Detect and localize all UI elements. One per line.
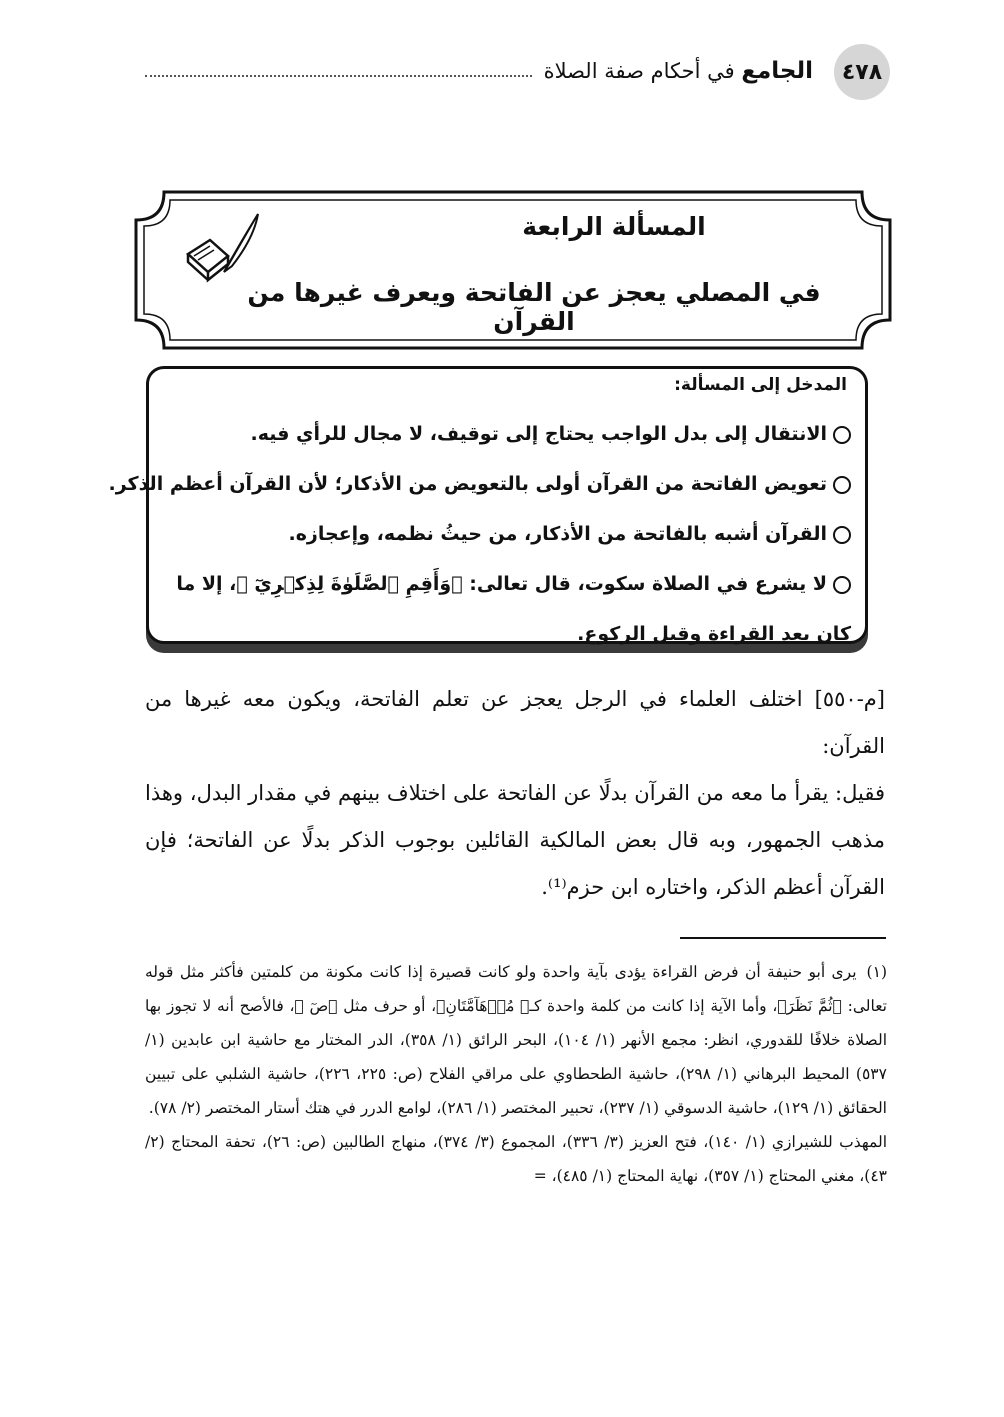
intro-point-text: القرآن أشبه بالفاتحة من الأذكار، من حيثُ نظمه، وإعجازه. — [288, 523, 827, 545]
chapter-subtitle: في المصلي يعجز عن الفاتحة ويعرف غيرها من القرآن — [247, 278, 821, 336]
intro-point-text: لا يشرع في الصلاة سكوت، قال تعالى: ﴿وَأَقِمِ ٱلصَّلَوٰةَ لِذِكۡرِيٓ ﴾، إلا ما كان بعد القراءة وقبل الركوع. — [176, 573, 851, 645]
intro-points — [108, 409, 851, 659]
book-title — [532, 58, 825, 84]
intro-point — [151, 559, 851, 659]
running-header — [145, 54, 825, 88]
footnote-text: يرى أبو حنيفة أن فرض القراءة يؤدى بآية واحدة ولو كانت قصيرة إذا كانت مكونة من كلمتين فأكثر مثل قوله تعالى: ﴿ثُمَّ نَظَرَ﴾، وأما الآية إذا كانت من كلمة واحدة كـ﴿ مُدۡهَآمَّتَانِ﴾، أو حرف مثل ﴿صٓ ﴾، فالأصح أنه لا تجوز بها الصلاة خلافًا للقدوري، انظر: مجمع الأنهر (١/ ١٠٤)، البحر الرائق (١/ ٣٥٨)، الدر المختار مع حاشية ابن عابدين (١/ ٥٣٧) المحيط البرهاني (١/ ٢٩٨)، حاشية الطحطاوي على مراقي الفلاح (ص: ٢٢٥، ٢٢٦)، حاشية الشلبي على تبيين الحقائق (١/ ١٢٩)، حاشية الدسوقي (١/ ٢٣٧)، تحبير المختصر (١/ ٢٨٦)، لوامع الدرر في هتك أستار المختصر (٢/ ٧٨). — [145, 963, 887, 1117]
intro-point-text: الانتقال إلى بدل الواجب يحتاج إلى توقيف، لا مجال للرأي فيه. — [250, 423, 827, 445]
footnote-separator — [680, 937, 886, 939]
footnote — [145, 955, 887, 1125]
intro-heading: المدخل إلى المسألة: — [674, 375, 847, 395]
intro-point-text: تعويض الفاتحة من القرآن أولى بالتعويض من الأذكار؛ لأن القرآن أعظم الذكر. — [108, 473, 827, 495]
body-text — [145, 676, 885, 911]
body-paragraph: فقيل: يقرأ ما معه من القرآن بدلًا عن الفاتحة على اختلاف بينهم في مقدار البدل، وهذا مذهب الجمهور، وبه قال بعض المالكية القائلين بوجوب الذكر بدلًا عن الفاتحة؛ فإن القرآن أعظم الذكر، واختاره ابن حزم⁽¹⁾. — [145, 781, 885, 899]
intro-point — [151, 509, 851, 559]
page-number — [834, 44, 890, 100]
intro-point — [151, 409, 851, 459]
circle-bullet-icon — [833, 476, 851, 494]
circle-bullet-icon — [833, 576, 851, 594]
header-dotted-leader — [145, 75, 532, 77]
chapter-title-frame — [134, 190, 892, 350]
circle-bullet-icon — [833, 526, 851, 544]
chapter-title: المسألة الرابعة — [522, 212, 706, 241]
footnotes — [145, 955, 887, 1193]
book-title-main: الجامع — [741, 58, 813, 84]
book-title-rest: في أحكام صفة الصلاة — [543, 59, 742, 83]
footnote-continuation: المهذب للشيرازي (١/ ١٤٠)، فتح العزيز (٣/ ٣٣٦)، المجموع (٣/ ٣٧٤)، منهاج الطالبين (ص: ٢٦)، تحفة المحتاج (٢/ ٤٣)، مغني المحتاج (١/ ٣٥٧)، نهاية المحتاج (١/ ٤٨٥)، = — [145, 1133, 887, 1185]
intro-box — [108, 366, 868, 645]
footnote-mark: (١) — [866, 963, 887, 981]
body-paragraph: [م-٥٥٠] اختلف العلماء في الرجل يعجز عن تعلم الفاتحة، ويكون معه غيرها من القرآن: — [145, 687, 885, 758]
circle-bullet-icon — [833, 426, 851, 444]
page-number-text: ٤٧٨ — [841, 59, 883, 85]
intro-point — [108, 459, 851, 509]
